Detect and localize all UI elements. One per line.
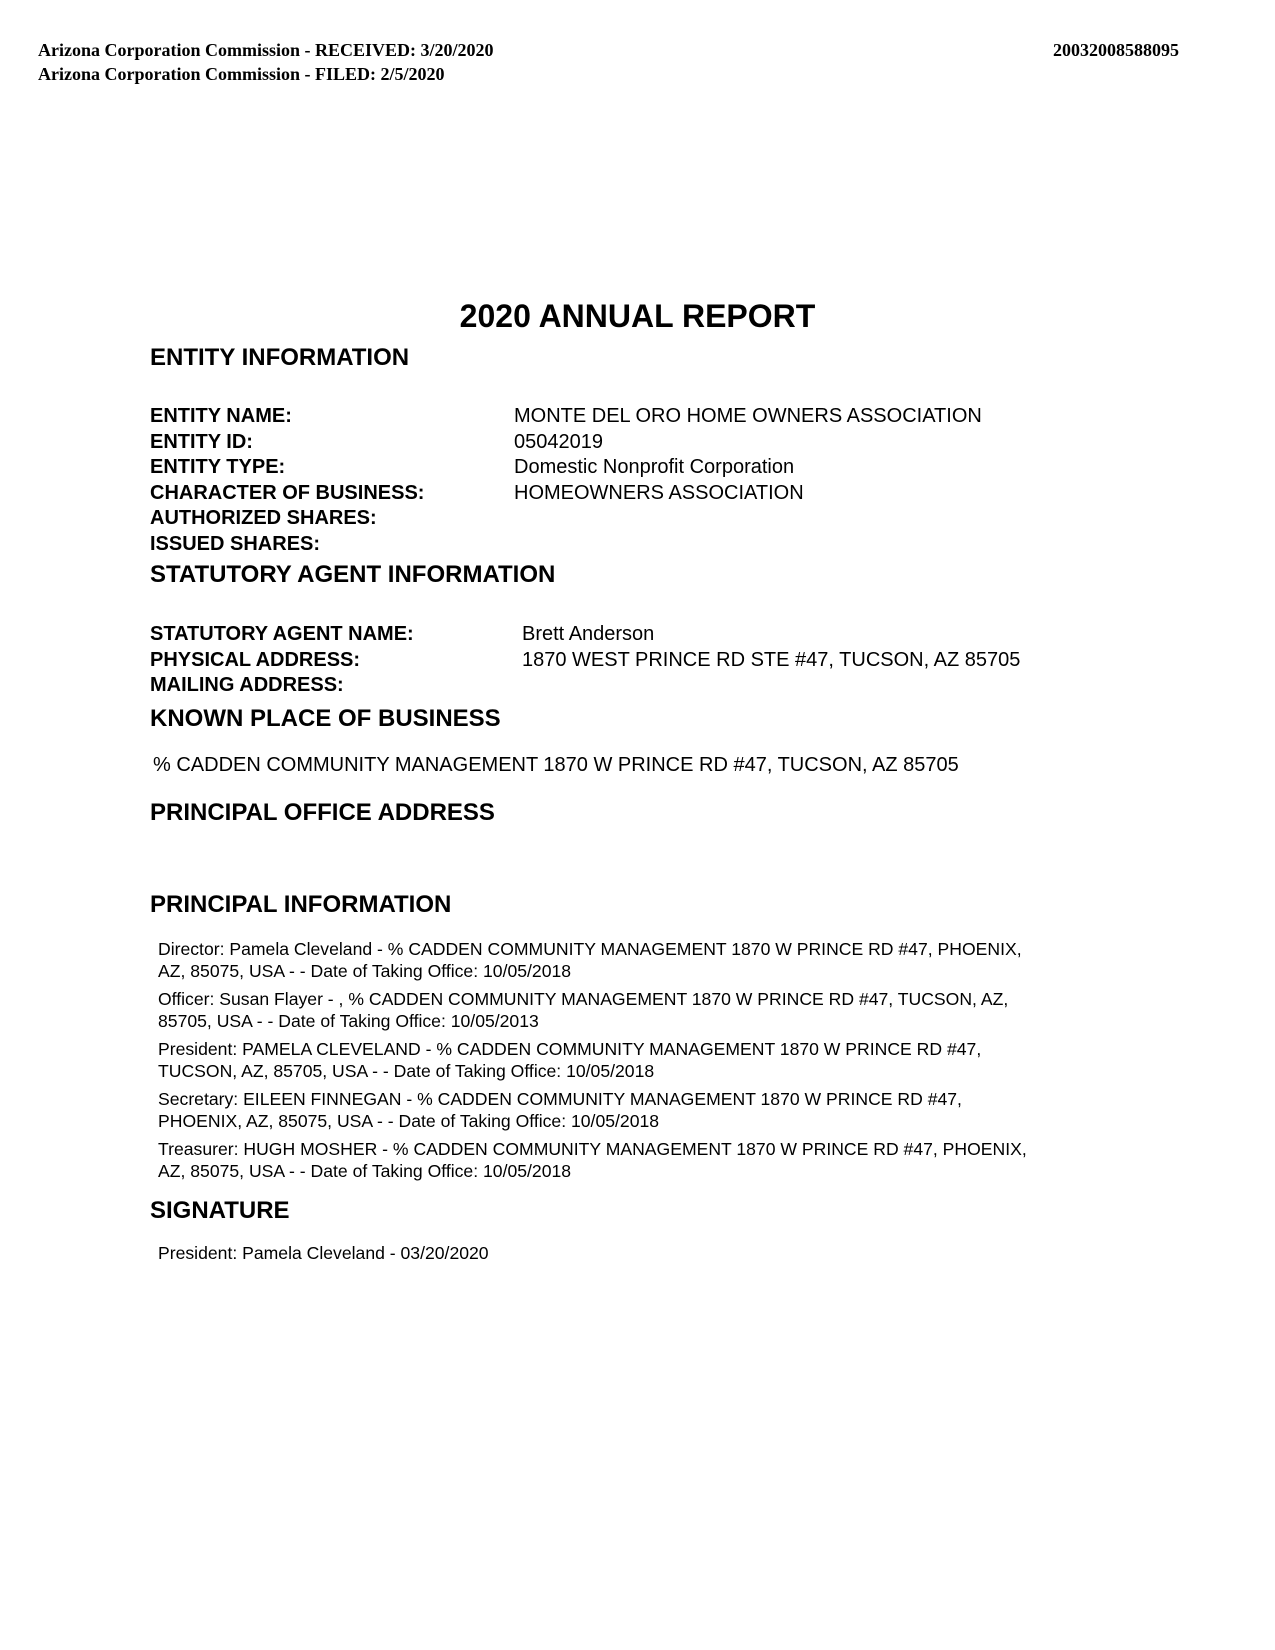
principal-line: TUCSON, AZ, 85705, USA - - Date of Taking Office: 10/05/2018 [158, 1061, 655, 1081]
principal-information-heading: PRINCIPAL INFORMATION [150, 891, 452, 918]
character-of-business-row [150, 481, 982, 507]
physical-address-label: PHYSICAL ADDRESS: [150, 648, 361, 671]
authorized-shares-label: AUTHORIZED SHARES: [150, 507, 377, 529]
principal-list [158, 938, 1118, 1188]
entity-name-label: ENTITY NAME: [150, 405, 292, 427]
character-of-business-label: CHARACTER OF BUSINESS: [150, 481, 425, 504]
statutory-agent-heading: STATUTORY AGENT INFORMATION [150, 561, 556, 588]
entity-id-row [150, 430, 982, 456]
entity-name-row [150, 404, 982, 430]
physical-address-row [150, 648, 1020, 674]
principal-president [158, 1038, 1118, 1082]
entity-information-heading: ENTITY INFORMATION [150, 344, 410, 371]
principal-officer [158, 988, 1118, 1032]
document-number: 20032008588095 [1053, 40, 1179, 60]
entity-id-value: 05042019 [514, 430, 603, 453]
physical-address-value: 1870 WEST PRINCE RD STE #47, TUCSON, AZ 85705 [522, 648, 1021, 671]
character-of-business-value: HOMEOWNERS ASSOCIATION [514, 481, 804, 504]
principal-line: Director: Pamela Cleveland - % CADDEN COMMUNITY MANAGEMENT 1870 W PRINCE RD #47, PHOENIX, [158, 939, 1022, 959]
principal-line: AZ, 85075, USA - - Date of Taking Office: 10/05/2018 [158, 1161, 572, 1181]
principal-line: 85705, USA - - Date of Taking Office: 10/05/2013 [158, 1011, 539, 1031]
entity-name-value: MONTE DEL ORO HOME OWNERS ASSOCIATION [514, 405, 982, 427]
filing-stamp [38, 38, 494, 86]
received-line: Arizona Corporation Commission - RECEIVED: 3/20/2020 [38, 40, 494, 60]
statutory-agent-fields [150, 622, 1020, 699]
entity-type-value: Domestic Nonprofit Corporation [514, 456, 795, 478]
entity-type-label: ENTITY TYPE: [150, 456, 286, 478]
filed-line: Arizona Corporation Commission - FILED: 2/5/2020 [38, 64, 445, 84]
principal-director [158, 938, 1118, 982]
report-title: 2020 ANNUAL REPORT [459, 298, 816, 334]
principal-office-heading: PRINCIPAL OFFICE ADDRESS [150, 799, 495, 826]
authorized-shares-row [150, 506, 982, 532]
entity-id-label: ENTITY ID: [150, 430, 253, 453]
agent-name-row [150, 622, 1020, 648]
principal-line: AZ, 85075, USA - - Date of Taking Office: 10/05/2018 [158, 961, 572, 981]
mailing-address-row [150, 673, 1020, 699]
agent-name-label: STATUTORY AGENT NAME: [150, 623, 414, 645]
principal-secretary [158, 1088, 1118, 1132]
issued-shares-row [150, 532, 982, 558]
principal-line: President: PAMELA CLEVELAND - % CADDEN COMMUNITY MANAGEMENT 1870 W PRINCE RD #47, [158, 1039, 982, 1059]
principal-treasurer [158, 1138, 1118, 1182]
entity-information-fields [150, 404, 982, 557]
issued-shares-label: ISSUED SHARES: [150, 532, 321, 555]
principal-line: Treasurer: HUGH MOSHER - % CADDEN COMMUNITY MANAGEMENT 1870 W PRINCE RD #47, PHOENIX, [158, 1139, 1027, 1159]
principal-line: Officer: Susan Flayer - , % CADDEN COMMUNITY MANAGEMENT 1870 W PRINCE RD #47, TUCSON, AZ, [158, 989, 1009, 1009]
known-place-address: % CADDEN COMMUNITY MANAGEMENT 1870 W PRINCE RD #47, TUCSON, AZ 85705 [153, 754, 959, 776]
principal-line: Secretary: EILEEN FINNEGAN - % CADDEN COMMUNITY MANAGEMENT 1870 W PRINCE RD #47, [158, 1089, 962, 1109]
mailing-address-label: MAILING ADDRESS: [150, 674, 344, 696]
entity-type-row [150, 455, 982, 481]
agent-name-value: Brett Anderson [522, 623, 655, 645]
signature-line: President: Pamela Cleveland - 03/20/2020 [158, 1243, 489, 1263]
signature-heading: SIGNATURE [150, 1197, 290, 1224]
known-place-heading: KNOWN PLACE OF BUSINESS [150, 705, 501, 732]
principal-line: PHOENIX, AZ, 85075, USA - - Date of Taking Office: 10/05/2018 [158, 1111, 660, 1131]
